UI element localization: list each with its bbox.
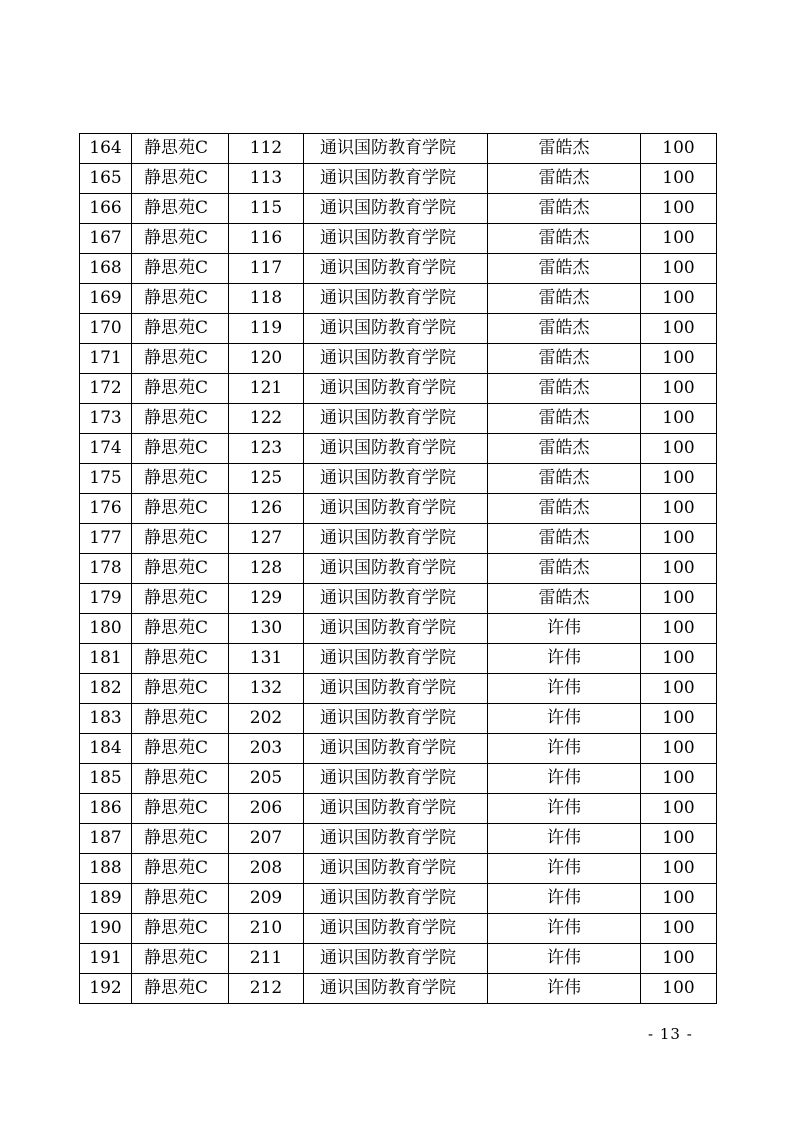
person-in-charge-cell: 雷皓杰 <box>488 434 641 464</box>
table-row <box>80 614 717 644</box>
row-number-cell: 167 <box>80 224 132 254</box>
row-number-cell: 189 <box>80 884 132 914</box>
college-cell: 通识国防教育学院 <box>304 734 488 764</box>
college-cell: 通识国防教育学院 <box>304 914 488 944</box>
college-cell: 通识国防教育学院 <box>304 494 488 524</box>
room-number-cell: 116 <box>229 224 304 254</box>
building-cell: 静思苑C <box>132 254 229 284</box>
table-row <box>80 674 717 704</box>
table-row <box>80 434 717 464</box>
person-in-charge-cell: 雷皓杰 <box>488 374 641 404</box>
score-cell: 100 <box>641 314 717 344</box>
college-cell: 通识国防教育学院 <box>304 794 488 824</box>
person-in-charge-cell: 雷皓杰 <box>488 134 641 164</box>
building-cell: 静思苑C <box>132 164 229 194</box>
score-cell: 100 <box>641 584 717 614</box>
room-number-cell: 118 <box>229 284 304 314</box>
score-cell: 100 <box>641 284 717 314</box>
row-number-cell: 169 <box>80 284 132 314</box>
college-cell: 通识国防教育学院 <box>304 854 488 884</box>
row-number-cell: 185 <box>80 764 132 794</box>
room-number-cell: 128 <box>229 554 304 584</box>
person-in-charge-cell: 许伟 <box>488 674 641 704</box>
table-row <box>80 944 717 974</box>
person-in-charge-cell: 雷皓杰 <box>488 344 641 374</box>
building-cell: 静思苑C <box>132 854 229 884</box>
score-cell: 100 <box>641 554 717 584</box>
college-cell: 通识国防教育学院 <box>304 974 488 1004</box>
room-number-cell: 123 <box>229 434 304 464</box>
row-number-cell: 164 <box>80 134 132 164</box>
person-in-charge-cell: 许伟 <box>488 854 641 884</box>
score-cell: 100 <box>641 194 717 224</box>
room-number-cell: 115 <box>229 194 304 224</box>
building-cell: 静思苑C <box>132 674 229 704</box>
room-number-cell: 113 <box>229 164 304 194</box>
table-row <box>80 494 717 524</box>
row-number-cell: 179 <box>80 584 132 614</box>
person-in-charge-cell: 雷皓杰 <box>488 164 641 194</box>
score-cell: 100 <box>641 344 717 374</box>
person-in-charge-cell: 雷皓杰 <box>488 524 641 554</box>
row-number-cell: 168 <box>80 254 132 284</box>
row-number-cell: 184 <box>80 734 132 764</box>
table-row <box>80 404 717 434</box>
row-number-cell: 177 <box>80 524 132 554</box>
college-cell: 通识国防教育学院 <box>304 164 488 194</box>
person-in-charge-cell: 雷皓杰 <box>488 254 641 284</box>
person-in-charge-cell: 雷皓杰 <box>488 284 641 314</box>
building-cell: 静思苑C <box>132 404 229 434</box>
score-cell: 100 <box>641 674 717 704</box>
college-cell: 通识国防教育学院 <box>304 194 488 224</box>
person-in-charge-cell: 雷皓杰 <box>488 464 641 494</box>
college-cell: 通识国防教育学院 <box>304 434 488 464</box>
row-number-cell: 174 <box>80 434 132 464</box>
room-number-cell: 121 <box>229 374 304 404</box>
building-cell: 静思苑C <box>132 614 229 644</box>
building-cell: 静思苑C <box>132 884 229 914</box>
row-number-cell: 186 <box>80 794 132 824</box>
room-number-cell: 112 <box>229 134 304 164</box>
score-cell: 100 <box>641 884 717 914</box>
row-number-cell: 165 <box>80 164 132 194</box>
room-number-cell: 126 <box>229 494 304 524</box>
person-in-charge-cell: 雷皓杰 <box>488 314 641 344</box>
score-cell: 100 <box>641 164 717 194</box>
score-cell: 100 <box>641 224 717 254</box>
score-cell: 100 <box>641 854 717 884</box>
row-number-cell: 188 <box>80 854 132 884</box>
room-number-cell: 129 <box>229 584 304 614</box>
score-cell: 100 <box>641 494 717 524</box>
person-in-charge-cell: 许伟 <box>488 734 641 764</box>
room-number-cell: 210 <box>229 914 304 944</box>
person-in-charge-cell: 许伟 <box>488 974 641 1004</box>
room-number-cell: 125 <box>229 464 304 494</box>
person-in-charge-cell: 雷皓杰 <box>488 404 641 434</box>
score-cell: 100 <box>641 914 717 944</box>
table-row <box>80 164 717 194</box>
building-cell: 静思苑C <box>132 284 229 314</box>
score-cell: 100 <box>641 824 717 854</box>
building-cell: 静思苑C <box>132 944 229 974</box>
person-in-charge-cell: 雷皓杰 <box>488 194 641 224</box>
room-number-cell: 209 <box>229 884 304 914</box>
row-number-cell: 171 <box>80 344 132 374</box>
college-cell: 通识国防教育学院 <box>304 884 488 914</box>
college-cell: 通识国防教育学院 <box>304 824 488 854</box>
building-cell: 静思苑C <box>132 554 229 584</box>
room-number-cell: 207 <box>229 824 304 854</box>
room-number-cell: 131 <box>229 644 304 674</box>
table-row <box>80 194 717 224</box>
table-row <box>80 134 717 164</box>
person-in-charge-cell: 雷皓杰 <box>488 494 641 524</box>
row-number-cell: 191 <box>80 944 132 974</box>
building-cell: 静思苑C <box>132 494 229 524</box>
college-cell: 通识国防教育学院 <box>304 554 488 584</box>
table-row <box>80 374 717 404</box>
college-cell: 通识国防教育学院 <box>304 524 488 554</box>
score-cell: 100 <box>641 734 717 764</box>
table-row <box>80 344 717 374</box>
building-cell: 静思苑C <box>132 764 229 794</box>
college-cell: 通识国防教育学院 <box>304 614 488 644</box>
row-number-cell: 187 <box>80 824 132 854</box>
college-cell: 通识国防教育学院 <box>304 344 488 374</box>
person-in-charge-cell: 许伟 <box>488 824 641 854</box>
score-cell: 100 <box>641 254 717 284</box>
college-cell: 通识国防教育学院 <box>304 404 488 434</box>
college-cell: 通识国防教育学院 <box>304 584 488 614</box>
college-cell: 通识国防教育学院 <box>304 224 488 254</box>
score-cell: 100 <box>641 704 717 734</box>
college-cell: 通识国防教育学院 <box>304 644 488 674</box>
table-row <box>80 704 717 734</box>
building-cell: 静思苑C <box>132 224 229 254</box>
person-in-charge-cell: 许伟 <box>488 614 641 644</box>
table-row <box>80 854 717 884</box>
table-row <box>80 284 717 314</box>
college-cell: 通识国防教育学院 <box>304 134 488 164</box>
room-number-cell: 208 <box>229 854 304 884</box>
person-in-charge-cell: 雷皓杰 <box>488 224 641 254</box>
score-cell: 100 <box>641 134 717 164</box>
table-row <box>80 914 717 944</box>
row-number-cell: 190 <box>80 914 132 944</box>
score-cell: 100 <box>641 434 717 464</box>
table-row <box>80 224 717 254</box>
person-in-charge-cell: 许伟 <box>488 644 641 674</box>
table-row <box>80 794 717 824</box>
building-cell: 静思苑C <box>132 134 229 164</box>
room-number-cell: 211 <box>229 944 304 974</box>
room-number-cell: 206 <box>229 794 304 824</box>
building-cell: 静思苑C <box>132 344 229 374</box>
room-number-cell: 117 <box>229 254 304 284</box>
building-cell: 静思苑C <box>132 794 229 824</box>
table-body <box>80 134 717 1004</box>
person-in-charge-cell: 许伟 <box>488 704 641 734</box>
building-cell: 静思苑C <box>132 464 229 494</box>
person-in-charge-cell: 雷皓杰 <box>488 554 641 584</box>
score-cell: 100 <box>641 374 717 404</box>
score-cell: 100 <box>641 974 717 1004</box>
person-in-charge-cell: 许伟 <box>488 884 641 914</box>
table-row <box>80 824 717 854</box>
college-cell: 通识国防教育学院 <box>304 674 488 704</box>
college-cell: 通识国防教育学院 <box>304 944 488 974</box>
score-cell: 100 <box>641 524 717 554</box>
building-cell: 静思苑C <box>132 974 229 1004</box>
table-row <box>80 884 717 914</box>
score-cell: 100 <box>641 614 717 644</box>
building-cell: 静思苑C <box>132 194 229 224</box>
building-cell: 静思苑C <box>132 374 229 404</box>
college-cell: 通识国防教育学院 <box>304 314 488 344</box>
table-row <box>80 254 717 284</box>
row-number-cell: 166 <box>80 194 132 224</box>
college-cell: 通识国防教育学院 <box>304 374 488 404</box>
score-cell: 100 <box>641 644 717 674</box>
score-cell: 100 <box>641 794 717 824</box>
row-number-cell: 183 <box>80 704 132 734</box>
score-cell: 100 <box>641 944 717 974</box>
table-row <box>80 974 717 1004</box>
building-cell: 静思苑C <box>132 914 229 944</box>
college-cell: 通识国防教育学院 <box>304 704 488 734</box>
building-cell: 静思苑C <box>132 524 229 554</box>
row-number-cell: 181 <box>80 644 132 674</box>
row-number-cell: 176 <box>80 494 132 524</box>
building-cell: 静思苑C <box>132 584 229 614</box>
person-in-charge-cell: 许伟 <box>488 914 641 944</box>
table-row <box>80 734 717 764</box>
room-number-cell: 203 <box>229 734 304 764</box>
college-cell: 通识国防教育学院 <box>304 764 488 794</box>
row-number-cell: 173 <box>80 404 132 434</box>
room-number-cell: 205 <box>229 764 304 794</box>
college-cell: 通识国防教育学院 <box>304 464 488 494</box>
table-row <box>80 314 717 344</box>
row-number-cell: 170 <box>80 314 132 344</box>
score-cell: 100 <box>641 464 717 494</box>
college-cell: 通识国防教育学院 <box>304 254 488 284</box>
row-number-cell: 178 <box>80 554 132 584</box>
room-number-cell: 127 <box>229 524 304 554</box>
table-row <box>80 764 717 794</box>
building-cell: 静思苑C <box>132 824 229 854</box>
building-cell: 静思苑C <box>132 314 229 344</box>
dormitory-score-table <box>79 133 717 1004</box>
person-in-charge-cell: 雷皓杰 <box>488 584 641 614</box>
room-number-cell: 130 <box>229 614 304 644</box>
table-row <box>80 464 717 494</box>
room-number-cell: 212 <box>229 974 304 1004</box>
room-number-cell: 202 <box>229 704 304 734</box>
room-number-cell: 122 <box>229 404 304 434</box>
score-cell: 100 <box>641 764 717 794</box>
person-in-charge-cell: 许伟 <box>488 944 641 974</box>
row-number-cell: 180 <box>80 614 132 644</box>
table-row <box>80 524 717 554</box>
room-number-cell: 120 <box>229 344 304 374</box>
row-number-cell: 192 <box>80 974 132 1004</box>
row-number-cell: 175 <box>80 464 132 494</box>
page-number: - 13 - <box>648 1025 693 1043</box>
college-cell: 通识国防教育学院 <box>304 284 488 314</box>
building-cell: 静思苑C <box>132 434 229 464</box>
score-cell: 100 <box>641 404 717 434</box>
room-number-cell: 119 <box>229 314 304 344</box>
room-number-cell: 132 <box>229 674 304 704</box>
building-cell: 静思苑C <box>132 644 229 674</box>
row-number-cell: 172 <box>80 374 132 404</box>
person-in-charge-cell: 许伟 <box>488 764 641 794</box>
row-number-cell: 182 <box>80 674 132 704</box>
building-cell: 静思苑C <box>132 704 229 734</box>
building-cell: 静思苑C <box>132 734 229 764</box>
table-row <box>80 644 717 674</box>
person-in-charge-cell: 许伟 <box>488 794 641 824</box>
table-row <box>80 554 717 584</box>
table-row <box>80 584 717 614</box>
